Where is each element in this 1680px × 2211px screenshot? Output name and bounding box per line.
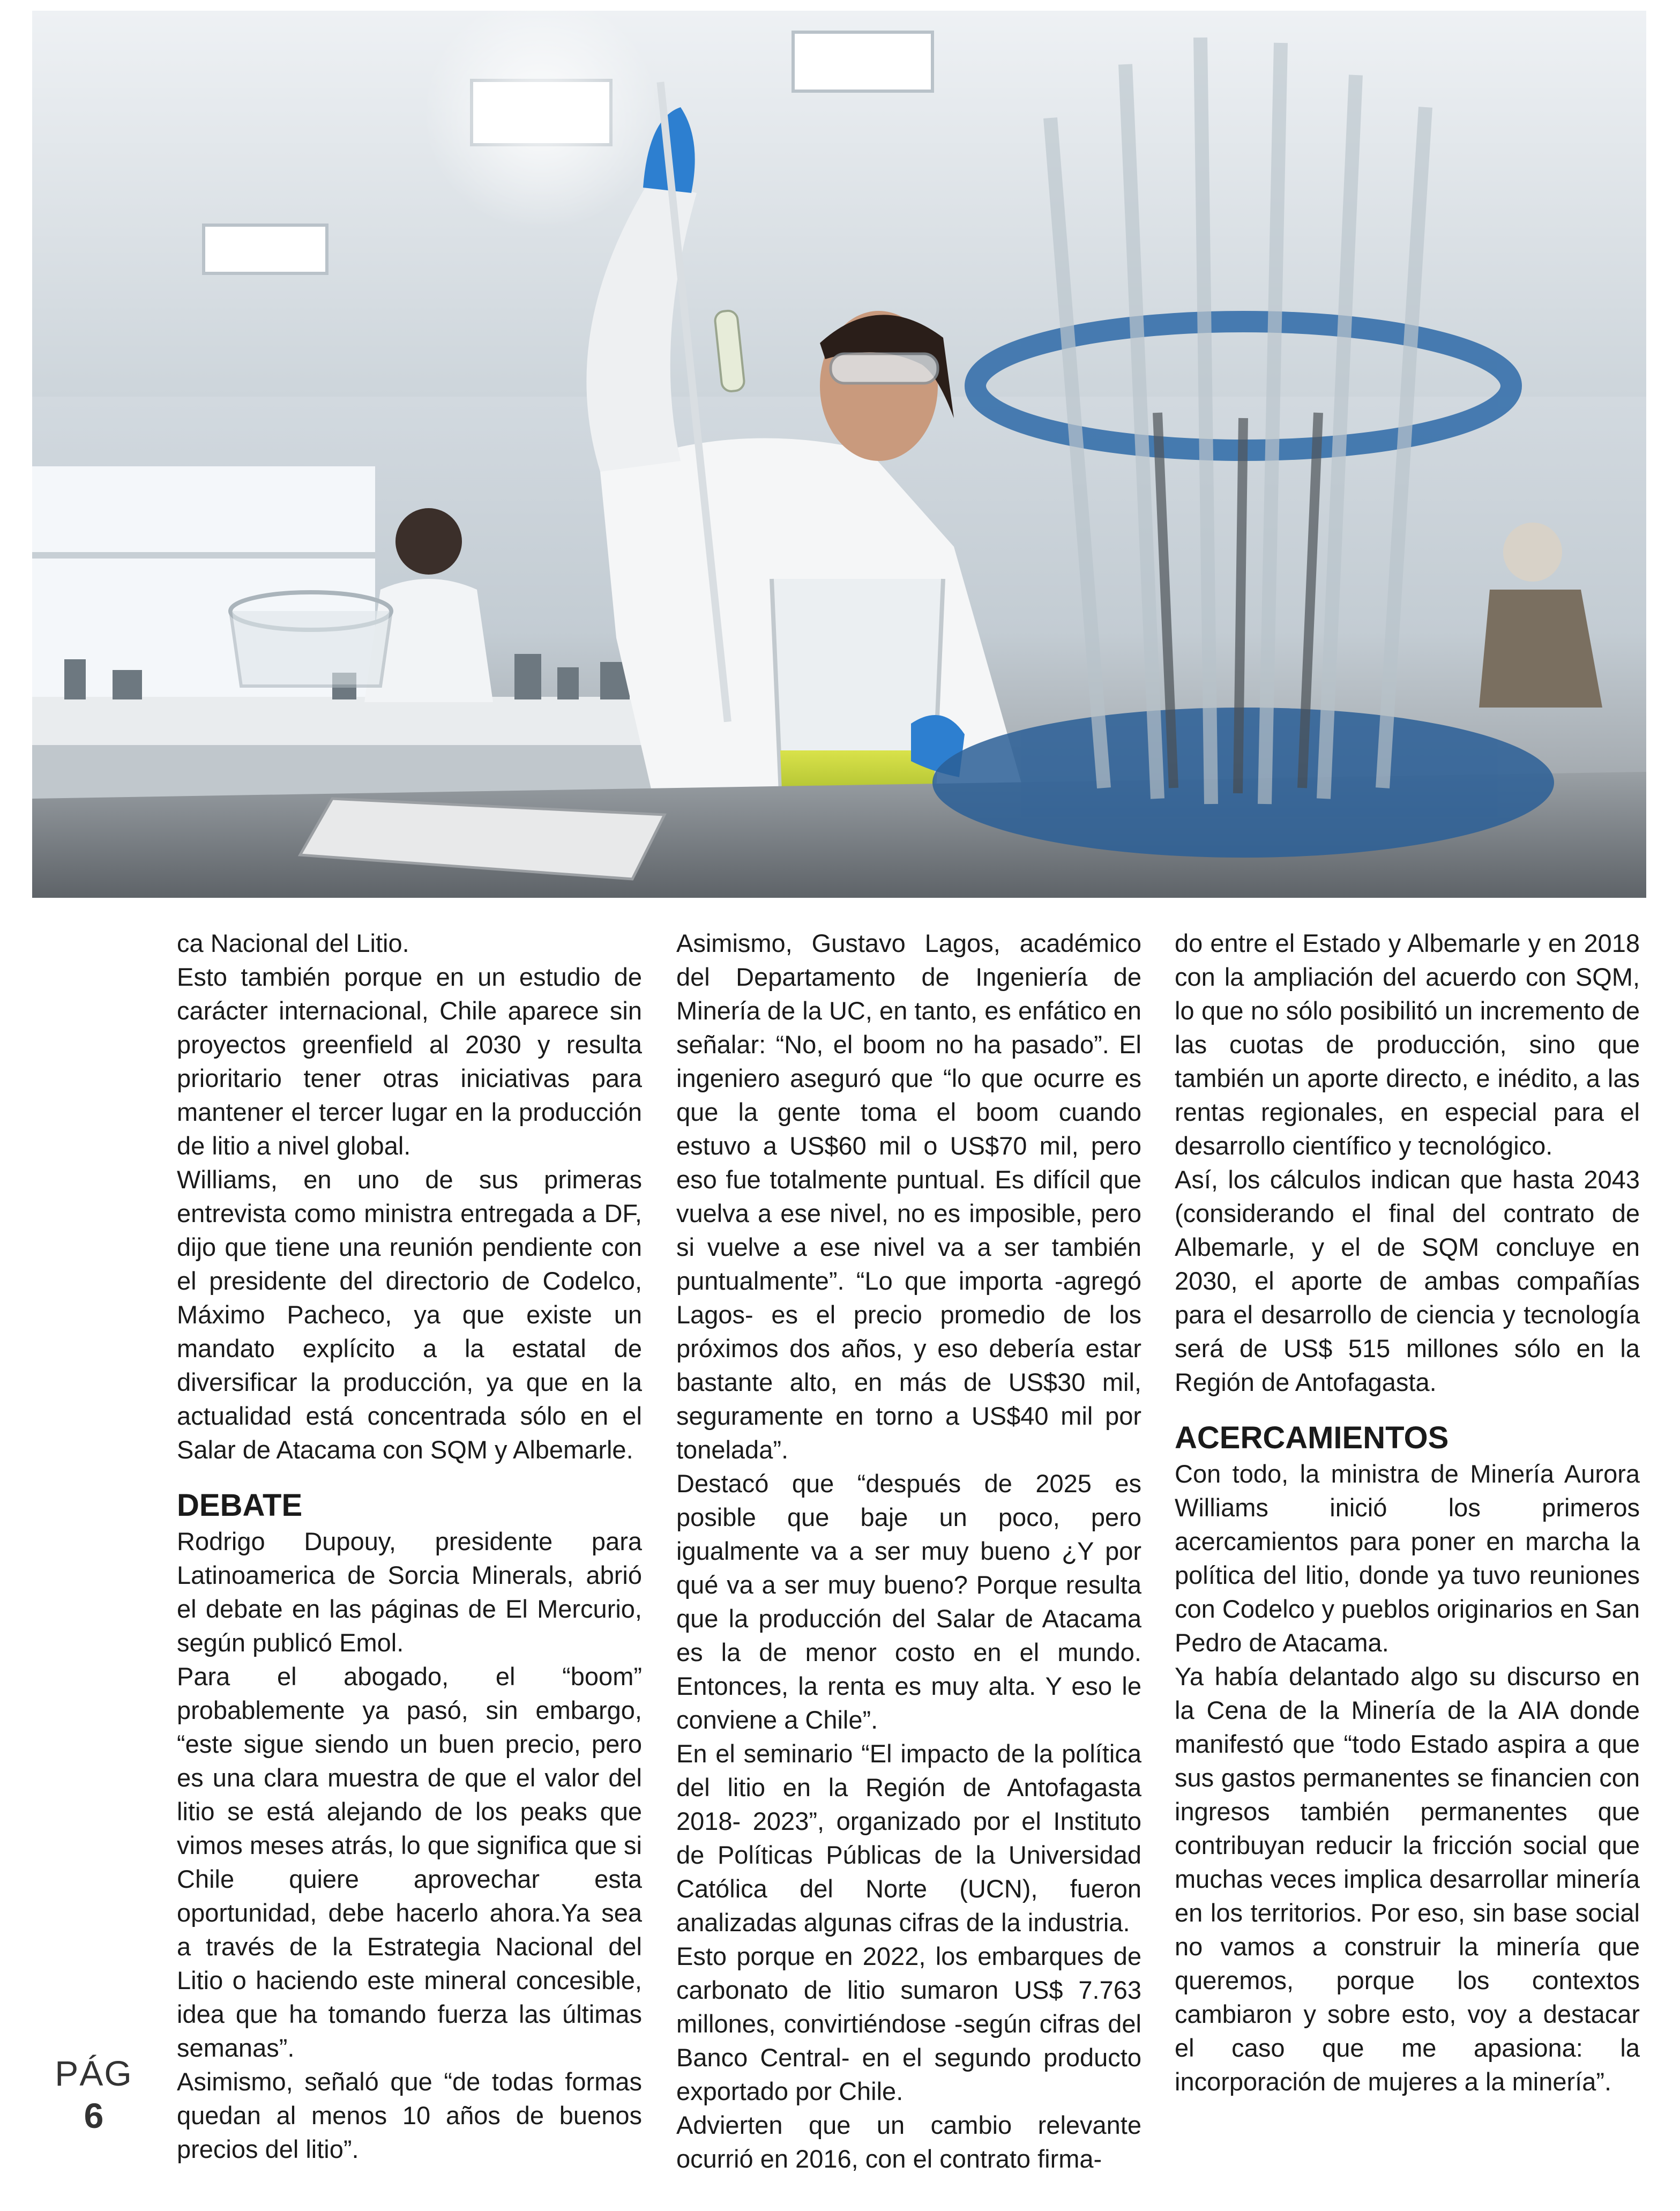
page-label: PÁG [55,2053,133,2093]
paragraph: Para el abogado, el “boom” probablemente ya pasó, sin embargo, “este sigue siendo un buen precio, pero es una clara muestra de que el valor del litio se está alejando de los peaks que vimos meses atrás, lo que significa que si Chile quiere aprovechar esta oportunidad, debe hacerlo ahora.Ya sea a través de la Estrategia Nacional del Litio o haciendo este mineral concesible, idea que ha tomando fuerza las últimas semanas”. [177,1662,642,2062]
laboratory-illustration [32,11,1646,898]
paragraph: ca Nacional del Litio. [177,929,409,957]
paragraph: Destacó que “después de 2025 es posible que baje un poco, pero igualmente va a ser muy bueno ¿Y por qué va a ser muy bueno? Porque resulta que la producción del Salar de Atacama es la de menor costo en el mundo. Entonces, la renta es muy alta. Y eso le conviene a Chile”. [676,1469,1141,1734]
paragraph: do entre el Estado y Albemarle y en 2018 con la ampliación del acuerdo con SQM, lo que no sólo posibilitó un incremento de las cuotas de producción, sino que también un aporte directo, e inédito, a las rentas regionales, en especial para el desarrollo científico y tecnológico. [1175,929,1640,1160]
article-column-3 [1175,926,1640,2098]
paragraph: Así, los cálculos indican que hasta 2043 (considerando el final del contrato de Albemarle, y el de SQM concluye en 2030, el aporte de ambas compañías para el desarrollo de ciencia y tecnología será de US$ 515 millones sólo en la Región de Antofagasta. [1175,1165,1640,1396]
article-column-1 [177,926,642,2166]
laboratory-photo [32,11,1646,898]
paragraph: En el seminario “El impacto de la política del litio en la Región de Antofagasta 2018- 2023”, organizado por el Instituto de Políticas Públicas de la Universidad Católica del Norte (UCN), fueron analizadas algunas cifras de la industria. [676,1739,1141,1937]
paragraph: Esto también porque en un estudio de carácter internacional, Chile aparece sin proyectos greenfield al 2030 y resulta prioritario tener otras iniciativas para mantener el tercer lugar en la producción de litio a nivel global. [177,963,642,1160]
paragraph: Asimismo, señaló que “de todas formas quedan al menos 10 años de buenos precios del litio”. [177,2067,642,2163]
paragraph: Asimismo, Gustavo Lagos, académico del Departamento de Ingeniería de Minería de la UC, en tanto, es enfático en señalar: “No, el boom no ha pasado”. El ingeniero aseguró que “lo que ocurre es que la gente toma el boom cuando estuvo a US$60 mil o US$70 mil, pero eso fue totalmente puntual. Es difícil que vuelva a ese nivel, no es imposible, pero si vuelve a ese nivel va a ser también puntualmente”. “Lo que importa -agregó Lagos- es el precio promedio de los próximos dos años, y eso debería estar bastante alto, en más de US$30 mil, seguramente en torno a US$40 mil por tonelada”. [676,929,1141,1464]
paragraph: Advierten que un cambio relevante ocurrió en 2016, con el contrato firma- [676,2111,1141,2173]
section-heading-debate: DEBATE [177,1488,303,1523]
page-folio [54,2053,134,2138]
paragraph: Ya había delantado algo su discurso en la Cena de la Minería de la AIA donde manifestó que “todo Estado aspira a que sus gastos permanentes se financien con ingresos también permanentes que contribuyan reducir la fricción social que muchas veces implica desarrollar minería en los territorios. Por eso, sin base social no vamos a construir la minería que queremos, porque los contextos cambiaron y sobre esto, voy a destacar el caso que me apasiona: la incorporación de mujeres a la minería”. [1175,1662,1640,2096]
paragraph: Esto porque en 2022, los embarques de carbonato de litio sumaron US$ 7.763 millones, convirtiéndose -según cifras del Banco Central- en el segundo producto exportado por Chile. [676,1942,1141,2105]
paragraph: Rodrigo Dupouy, presidente para Latinoamerica de Sorcia Minerals, abrió el debate en las páginas de El Mercurio, según publicó Emol. [177,1527,642,1657]
page-number: 6 [84,2096,104,2135]
paragraph: Williams, en uno de sus primeras entrevista como ministra entregada a DF, dijo que tiene una reunión pendiente con el presidente del directorio de Codelco, Máximo Pacheco, ya que existe un mandato explícito a la estatal de diversificar la producción, ya que en la actualidad está concentrada sólo en el Salar de Atacama con SQM y Albemarle. [177,1165,642,1464]
article-column-2 [676,926,1141,2176]
section-heading-acercamientos: ACERCAMIENTOS [1175,1420,1449,1455]
paragraph: Con todo, la ministra de Minería Aurora Williams inició los primeros acercamientos para poner en marcha la política del litio, donde ya tuvo reuniones con Codelco y pueblos originarios en San Pedro de Atacama. [1175,1460,1640,1657]
